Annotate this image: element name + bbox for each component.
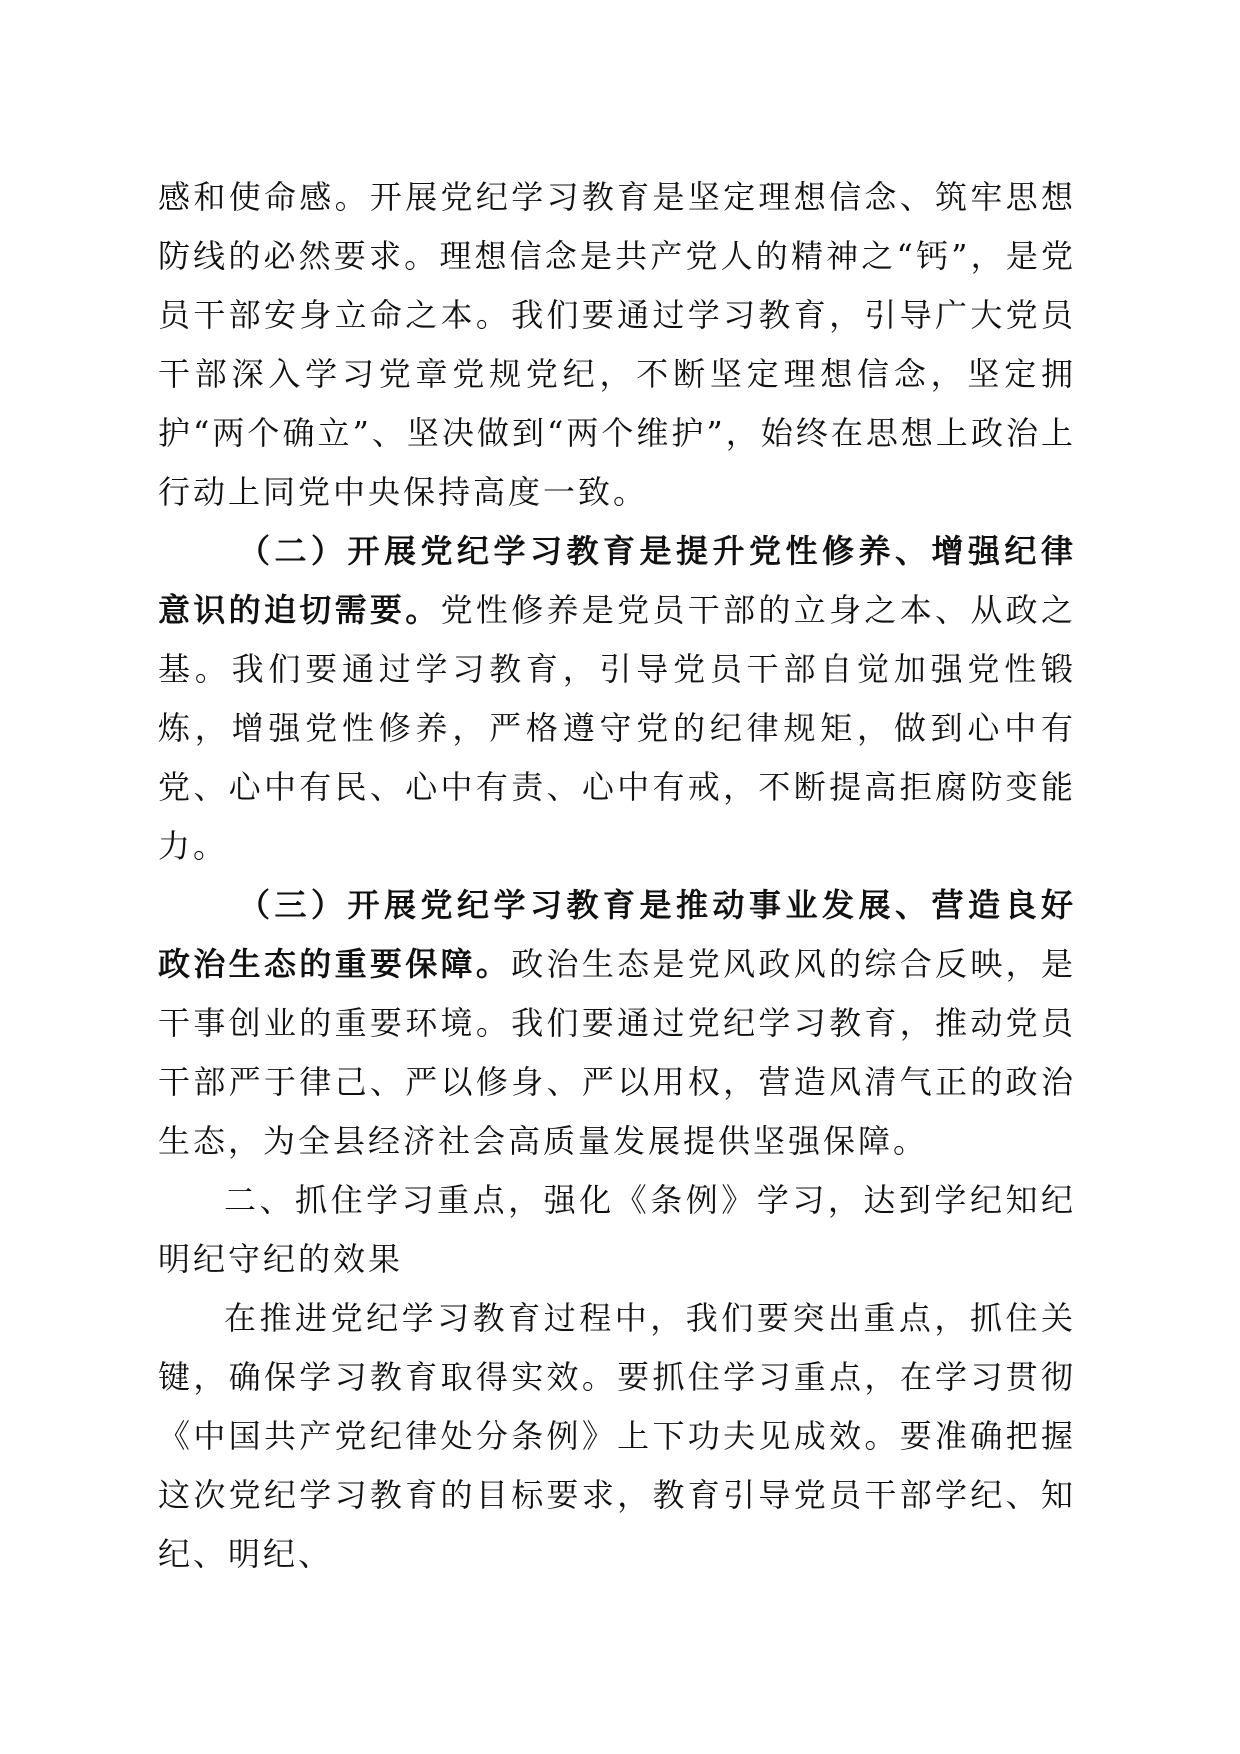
paragraph-text: 政治生态是党风政风的综合反映，是干事创业的重要环境。我们要通过党纪学习教育，推动党员干部严于律己、严以修身、严以用权，营造风清气正的政治生态，为全县经济社会高质量发展提供坚强保障。	[158, 945, 1076, 1160]
paragraph-section-2	[158, 522, 1076, 876]
paragraph-section-3	[158, 876, 1076, 1171]
section-heading: 二、抓住学习重点，强化《条例》学习，达到学纪知纪明纪守纪的效果	[158, 1181, 1076, 1278]
paragraph-text: 党性修养是党员干部的立身之本、从政之基。我们要通过学习教育，引导党员干部自觉加强党性锻炼，增强党性修养，严格遵守党的纪律规矩，做到心中有党、心中有民、心中有责、心中有戒，不断提高拒腐防变能力。	[158, 591, 1076, 865]
paragraph-final: 在推进党纪学习教育过程中，我们要突出重点，抓住关键，确保学习教育取得实效。要抓住学习重点，在学习贯彻《中国共产党纪律处分条例》上下功夫见成效。要准确把握这次党纪学习教育的目标要求，教育引导党员干部学纪、知纪、明纪、	[158, 1299, 1076, 1573]
paragraph-lead-bold: （三）开展党纪学习教育是推动事业发展、营造良好政治生态的重要保障。	[158, 886, 1076, 983]
document-page	[158, 168, 1076, 1584]
paragraph-text: 感和使命感。开展党纪学习教育是坚定理想信念、筑牢思想防线的必然要求。理想信念是共产党人的精神之“钙”，是党员干部安身立命之本。我们要通过学习教育，引导广大党员干部深入学习党章党规党纪，不断坚定理想信念，坚定拥护“两个确立”、坚决做到“两个维护”，始终在思想上政治上行动上同党中央保持高度一致。	[158, 178, 1076, 511]
paragraph-continuation	[158, 168, 1076, 522]
paragraph-lead-bold: （二）开展党纪学习教育是提升党性修养、增强纪律意识的迫切需要。	[158, 532, 1076, 629]
